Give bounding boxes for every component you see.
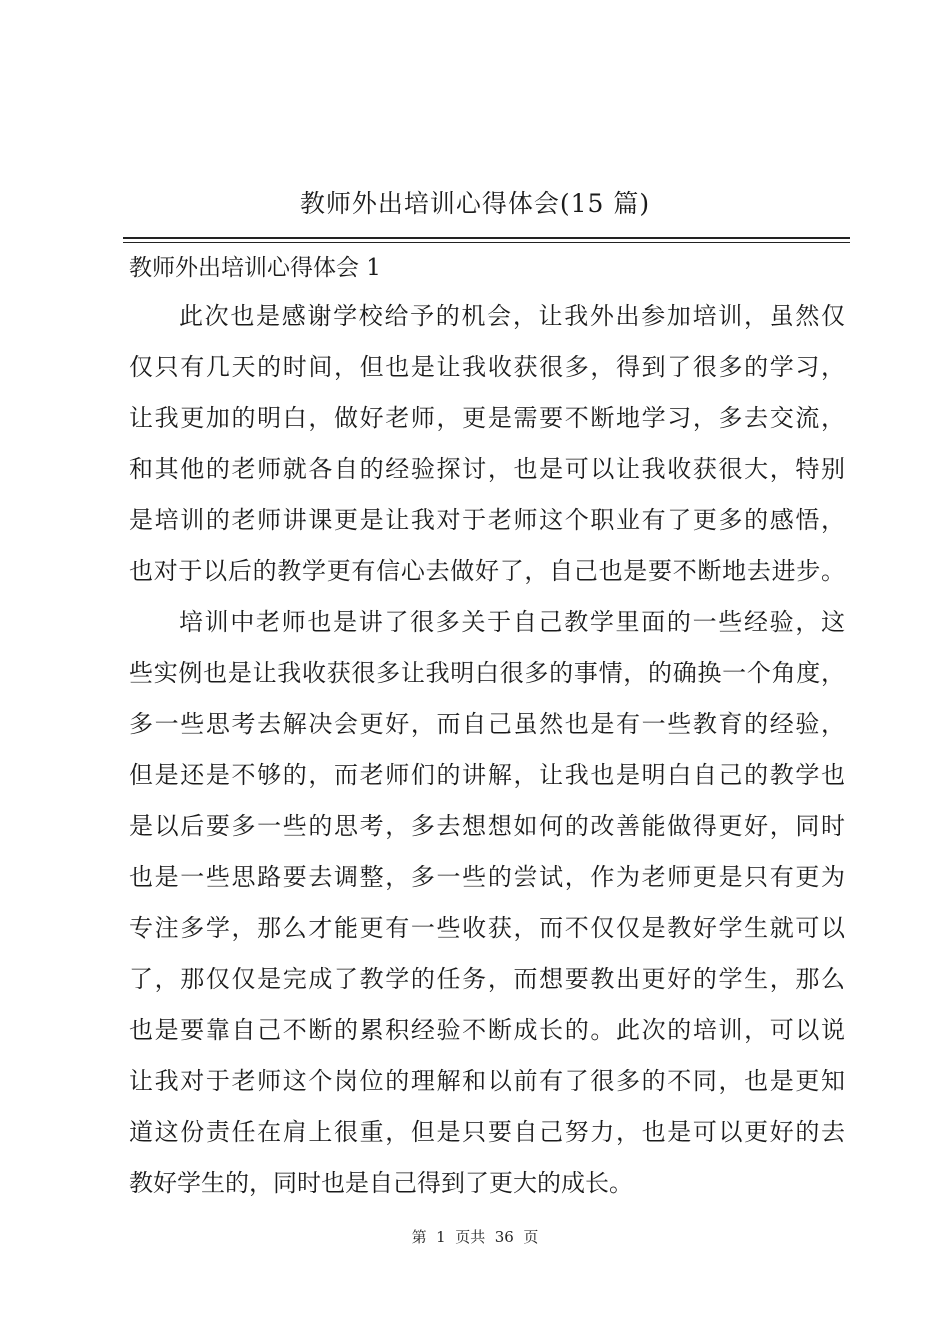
paragraph-line: 教好学生的，同时也是自己得到了更大的成长。 bbox=[129, 1169, 633, 1197]
paragraph-line: 是培训的老师讲课更是让我对于老师这个职业有了更多的感悟， bbox=[129, 506, 845, 534]
section-heading: 教师外出培训心得体会 1 bbox=[129, 255, 381, 281]
paragraph-line: 了，那仅仅是完成了教学的任务，而想要教出更好的学生，那么 bbox=[129, 965, 845, 993]
paragraph-line: 多一些思考去解决会更好，而自己虽然也是有一些教育的经验， bbox=[129, 710, 845, 738]
paragraph-line: 仅只有几天的时间，但也是让我收获很多，得到了很多的学习， bbox=[129, 353, 845, 381]
paragraph-line: 专注多学，那么才能更有一些收获，而不仅仅是教好学生就可以 bbox=[129, 914, 845, 942]
paragraph-line: 此次也是感谢学校给予的机会，让我外出参加培训，虽然仅 bbox=[179, 302, 845, 330]
document-title: 教师外出培训心得体会(15 篇) bbox=[299, 189, 651, 218]
paragraph-line: 也是要靠自己不断的累积经验不断成长的。此次的培训，可以说 bbox=[129, 1016, 845, 1044]
paragraph-line: 是以后要多一些的思考，多去想想如何的改善能做得更好，同时 bbox=[129, 812, 845, 840]
paragraph-line: 也对于以后的教学更有信心去做好了，自己也是要不断地去进步。 bbox=[129, 557, 845, 585]
page-footer: 第 1 页共 36 页 bbox=[411, 1228, 539, 1246]
paragraph-line: 些实例也是让我收获很多让我明白很多的事情，的确换一个角度， bbox=[129, 659, 845, 687]
paragraph-line: 道这份责任在肩上很重，但是只要自己努力，也是可以更好的去 bbox=[129, 1118, 845, 1146]
paragraph-line: 让我对于老师这个岗位的理解和以前有了很多的不同，也是更知 bbox=[129, 1067, 845, 1095]
paragraph-line: 和其他的老师就各自的经验探讨，也是可以让我收获很大，特别 bbox=[129, 455, 845, 483]
paragraph-line: 也是一些思路要去调整，多一些的尝试，作为老师更是只有更为 bbox=[129, 863, 845, 891]
paragraph-line: 让我更加的明白，做好老师，更是需要不断地学习，多去交流， bbox=[129, 404, 845, 432]
paragraph-line: 培训中老师也是讲了很多关于自己教学里面的一些经验，这 bbox=[179, 608, 845, 636]
title-divider-thick bbox=[123, 237, 850, 239]
paragraph-line: 但是还是不够的，而老师们的讲解，让我也是明白自己的教学也 bbox=[129, 761, 845, 789]
title-divider-thin bbox=[123, 242, 850, 243]
